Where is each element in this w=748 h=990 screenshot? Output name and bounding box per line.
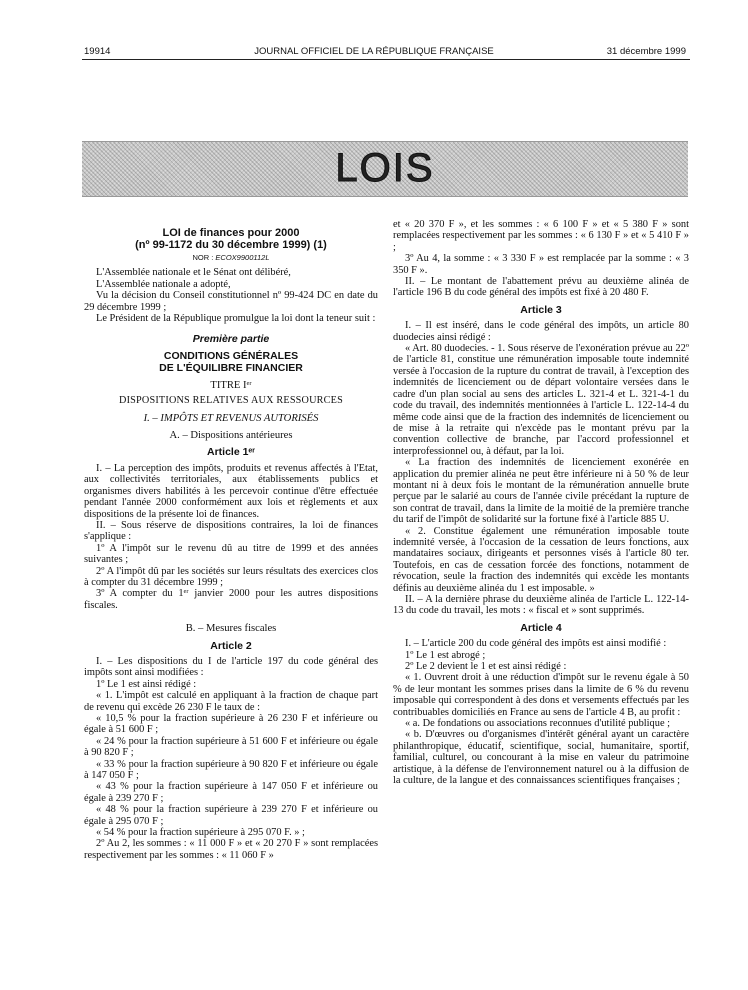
paragraph: II. – Sous réserve de dispositions contraires, la loi de finances s'applique : [84,519,378,543]
paragraph: Vu la décision du Conseil constitutionnel nº 99-424 DC en date du 29 décembre 1999 ; [84,290,378,313]
section-i-heading: I. – IMPÔTS ET REVENUS AUTORISÉS [143,412,319,424]
header-rule [82,59,690,60]
nor-label: NOR : [192,253,214,262]
section-banner [82,141,688,197]
left-column [84,227,378,861]
page-number: 19914 [84,46,111,57]
paragraph: 2º Au 2, les sommes : « 11 000 F » et « 20 270 F » sont remplacées respectivement par les sommes : « 11 060 F » [84,838,378,861]
paragraph: 3º A compter du 1ᵉʳ janvier 2000 pour les autres dispositions fiscales. [84,588,378,611]
paragraph: « 1. Ouvrent droit à une réduction d'impôt sur le revenu égale à 50 % de leur montant les sommes prises dans la limite de 6 % du revenu imposable qui correspondent à des dons et versements effectués par les contribuables domiciliés en France au sens de l'article 4 B, au profit : [393,672,689,718]
issue-date: 31 décembre 1999 [606,46,686,57]
paragraph: « a. De fondations ou associations reconnues d'utilité publique ; [405,718,671,730]
paragraph: 1º A l'impôt sur le revenu dû au titre de 1999 et des années suivantes ; [84,542,378,566]
paragraph: I. – L'article 200 du code général des impôts est ainsi modifié : [405,638,667,650]
paragraph: II. – A la dernière phrase du deuxième alinéa de l'article L. 122-14-13 du code du travail, les mots : « fiscal et » sont supprimés. [393,594,689,617]
law-title: LOI de finances pour 2000 [162,227,300,239]
section-b-heading: B. – Mesures fiscales [185,623,277,635]
right-column [393,219,689,787]
nor-reference [84,252,378,263]
paragraph: II. – Le montant de l'abattement prévu au deuxième alinéa de l'article 196 B du code général des impôts est fixé à 20 480 F. [393,276,689,299]
article-1-heading: Article 1ᵉʳ [206,446,256,459]
paragraph: 2º Le 2 devient le 1 et est ainsi rédigé : [405,661,567,673]
paragraph: I. – Les dispositions du I de l'article 197 du code général des impôts sont ainsi modifiées : [84,655,378,679]
paragraph: « 1. L'impôt est calculé en appliquant à la fraction de chaque part de revenu qui excède 26 230 F le taux de : [84,690,378,713]
paragraph: « Art. 80 duodecies. - 1. Sous réserve de l'exonération prévue au 22º de l'article 81, constitue une rémunération imposable toute indemnité versée à l'occasion de la rupture du contrat de travail, à l'exception des indemnités de licenciement ou de départ volontaire versées dans le cadre d'un plan social au sens des articles L. 321-4 et L. 321-4-1 du code du travail, des indemnités mentionnées à l'article L. 122-14-4 du même code ainsi que de la fraction des indemnités de licenciement ou de mise à la retraite qui n'excède pas le montant prévu par la convention collective de branche, par l'accord professionnel et interprofessionnel ou, à défaut, par la loi. [393,343,689,457]
banner-title: LOIS [335,146,435,190]
article-2-heading: Article 2 [210,639,252,652]
journal-title: JOURNAL OFFICIEL DE LA RÉPUBLIQUE FRANÇAISE [254,46,494,57]
conditions-heading-1: CONDITIONS GÉNÉRALES [163,349,299,362]
part-heading: Première partie [192,333,270,346]
paragraph: I. – Il est inséré, dans le code général des impôts, un article 80 duodecies ainsi rédigé : [393,320,689,343]
paragraph: 1º Le 1 est ainsi rédigé : [96,678,197,690]
paragraph: « 10,5 % pour la fraction supérieure à 26 230 F et inférieure ou égale à 51 600 F ; [84,713,378,736]
paragraph: 2º A l'impôt dû par les sociétés sur leurs résultats des exercices clos à compter du 31 décembre 1999 ; [84,565,378,588]
paragraph: et « 20 370 F », et les sommes : « 6 100 F » et « 5 380 F » sont remplacées respectivement par les sommes : « 6 130 F » et « 5 410 F » ; [393,219,689,253]
paragraph: « 54 % pour la fraction supérieure à 295 070 F. » ; [96,827,305,839]
titre-heading: TITRE Iᵉʳ [210,379,252,391]
paragraph: 1º Le 1 est abrogé ; [405,649,486,661]
paragraph: « b. D'œuvres ou d'organismes d'intérêt général ayant un caractère philanthropique, éducatif, scientifique, social, humanitaire, sportif, familial, culturel, ou concourant à la mise en valeur du patrimoine artistique, à la défense de l'environnement naturel ou à la diffusion de la culture, de la langue et des connaissances scientifiques françaises ; [393,729,689,787]
paragraph: « 24 % pour la fraction supérieure à 51 600 F et inférieure ou égale à 90 820 F ; [84,735,378,759]
paragraph: « 48 % pour la fraction supérieure à 239 270 F et inférieure ou égale à 295 070 F ; [84,804,378,827]
conditions-heading-2: DE L'ÉQUILIBRE FINANCIER [159,361,303,374]
paragraph: « 2. Constitue également une rémunération imposable toute indemnité versée, à l'occasion de la cessation de leurs fonctions, aux mandataires sociaux, dirigeants et personnes visés à l'article 80 ter. Toutefois, en cas de cessation forcée des fonctions, notamment de révocation, seule la fraction des indemnités qui excède les montants définis au deuxième alinéa du 1 est imposable. » [393,525,689,594]
paragraph: I. – La perception des impôts, produits et revenus affectés à l'Etat, aux collectivités territoriales, aux établissements publics et organismes divers habilités à les percevoir continue d'être effectuée pendant l'année 2000 conformément aux lois et règlements et aux dispositions de la présente loi de finances. [84,462,378,520]
paragraph: « 33 % pour la fraction supérieure à 90 820 F et inférieure ou égale à 147 050 F ; [84,758,378,782]
section-a-heading: A. – Dispositions antérieures [169,430,293,442]
paragraph: « 43 % pour la fraction supérieure à 147 050 F et inférieure ou égale à 239 270 F ; [84,781,378,804]
nor-code: ECOX9900112L [215,253,270,262]
law-number: (nº 99-1172 du 30 décembre 1999) (1) [135,239,327,251]
paragraph: Le Président de la République promulgue la loi dont la teneur suit : [96,313,376,325]
paragraph: 3º Au 4, la somme : « 3 330 F » est remplacée par la somme : « 3 350 F ». [393,253,689,276]
article-4-heading: Article 4 [520,621,562,634]
paragraph: « La fraction des indemnités de licenciement exonérée en application du premier alinéa ne peut être inférieure ni à 50 % de leur montant ni à deux fois le montant de la rémunération annuelle brute perçue par le salarié au cours de l'année civile précédant la rupture de son contrat de travail, dans la limite de la moitié de la première tranche du tarif de l'impôt de solidarité sur la fortune fixé à l'article 885 U. [393,457,689,526]
paragraph: L'Assemblée nationale et le Sénat ont délibéré, [96,267,291,279]
article-3-heading: Article 3 [520,303,562,316]
dispositions-heading: DISPOSITIONS RELATIVES AUX RESSOURCES [119,395,343,407]
paragraph: L'Assemblée nationale a adopté, [96,278,231,290]
